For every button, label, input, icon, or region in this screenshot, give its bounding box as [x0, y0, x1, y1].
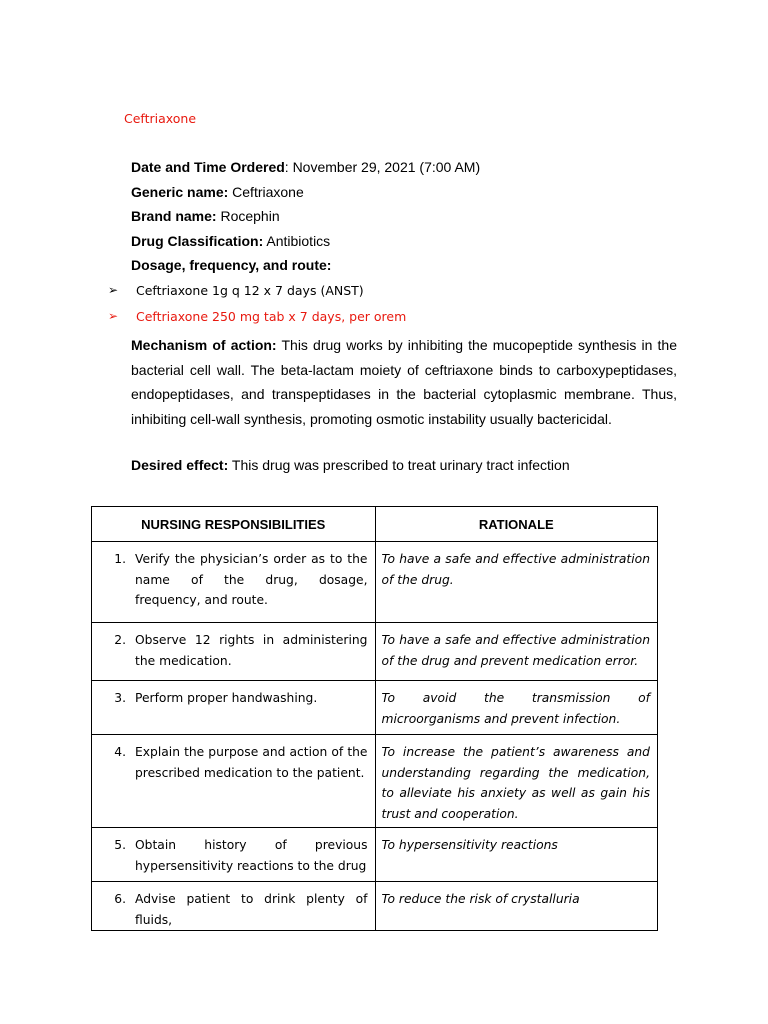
- drug-classification-field: [131, 233, 330, 249]
- rationale-cell: [375, 828, 658, 882]
- date-ordered-value: : November 29, 2021 (7:00 AM): [284, 159, 481, 175]
- rationale-text: To hypersensitivity reactions: [381, 838, 558, 852]
- generic-name-field: [131, 184, 304, 200]
- responsibility-cell: [92, 735, 376, 828]
- rationale-cell: [375, 681, 658, 735]
- table-header-row: [92, 507, 658, 542]
- mechanism-text: This drug works by inhibiting the mucopeptide synthesis in the bacterial cell wall. The beta-lactam moiety of ceftriaxone binds to carboxypeptidases, endopeptidases, and transpeptidases in the bacterial cytoplasmic membrane. Thus, inhibiting cell-wall synthesis, promoting osmotic instability usually bactericidal.: [131, 337, 678, 427]
- table-row: [92, 681, 658, 735]
- header-nursing-responsibilities: NURSING RESPONSIBILITIES: [92, 507, 376, 542]
- table-row: [92, 542, 658, 623]
- bullet-arrow-icon: ➢: [108, 283, 119, 297]
- table-row: [92, 882, 658, 931]
- rationale-cell: [375, 882, 658, 931]
- header-rationale: RATIONALE: [375, 507, 658, 542]
- date-ordered-field: [131, 159, 480, 175]
- dosage-item: Ceftriaxone 250 mg tab x 7 days, per orem: [136, 309, 407, 324]
- responsibility-text: Verify the physician’s order as to the name of the drug, dosage, frequency, and route.: [135, 552, 368, 607]
- rationale-text: To avoid the transmission of microorganisms and prevent infection.: [381, 691, 650, 726]
- dosage-item: Ceftriaxone 1g q 12 x 7 days (ANST): [136, 283, 364, 298]
- rationale-cell: [375, 735, 658, 828]
- drug-classification-label: Drug Classification:: [131, 233, 264, 249]
- responsibility-cell: [92, 542, 376, 623]
- drug-classification-value: Antibiotics: [263, 233, 331, 249]
- rationale-text: To increase the patient’s awareness and understanding regarding the medication, to alleviate his anxiety as well as gain his trust and cooperation.: [381, 745, 650, 821]
- responsibility-text: Advise patient to drink plenty of fluids,: [135, 892, 368, 927]
- brand-name-value: Rocephin: [216, 208, 280, 224]
- table-row: [92, 623, 658, 681]
- table-row: [92, 828, 658, 882]
- responsibility-cell: [92, 882, 376, 931]
- desired-effect-label: Desired effect:: [131, 457, 229, 473]
- rationale-cell: [375, 623, 658, 681]
- rationale-cell: [375, 542, 658, 623]
- responsibility-cell: [92, 623, 376, 681]
- document-title: Ceftriaxone: [124, 111, 197, 126]
- responsibility-cell: [92, 681, 376, 735]
- rationale-text: To have a safe and effective administration of the drug and prevent medication error.: [381, 633, 650, 668]
- row-number: 5.: [114, 838, 126, 852]
- desired-effect-text: This drug was prescribed to treat urinary tract infection: [228, 457, 570, 473]
- dosage-field: [131, 257, 331, 273]
- desired-effect-field: [131, 457, 570, 473]
- mechanism-label: Mechanism of action:: [131, 337, 277, 353]
- rationale-text: To reduce the risk of crystalluria: [381, 892, 580, 906]
- generic-name-label: Generic name:: [131, 184, 229, 200]
- responsibility-text: Observe 12 rights in administering the medication.: [135, 633, 368, 668]
- date-ordered-label: Date and Time Ordered: [131, 159, 285, 175]
- dosage-label: Dosage, frequency, and route:: [131, 257, 332, 273]
- brand-name-label: Brand name:: [131, 208, 217, 224]
- rationale-text: To have a safe and effective administration of the drug.: [381, 552, 650, 587]
- nursing-responsibilities-table: [91, 506, 658, 931]
- responsibility-text: Explain the purpose and action of the prescribed medication to the patient.: [135, 745, 368, 780]
- mechanism-of-action: [131, 333, 677, 431]
- bullet-arrow-icon: ➢: [108, 309, 119, 323]
- generic-name-value: Ceftriaxone: [228, 184, 304, 200]
- row-number: 2.: [114, 633, 126, 647]
- responsibility-text: Perform proper handwashing.: [135, 691, 318, 705]
- row-number: 4.: [114, 745, 126, 759]
- row-number: 6.: [114, 892, 126, 906]
- row-number: 1.: [114, 552, 126, 566]
- brand-name-field: [131, 208, 280, 224]
- responsibility-cell: [92, 828, 376, 882]
- row-number: 3.: [114, 691, 126, 705]
- table-row: [92, 735, 658, 828]
- responsibility-text: Obtain history of previous hypersensitivity reactions to the drug: [135, 838, 368, 873]
